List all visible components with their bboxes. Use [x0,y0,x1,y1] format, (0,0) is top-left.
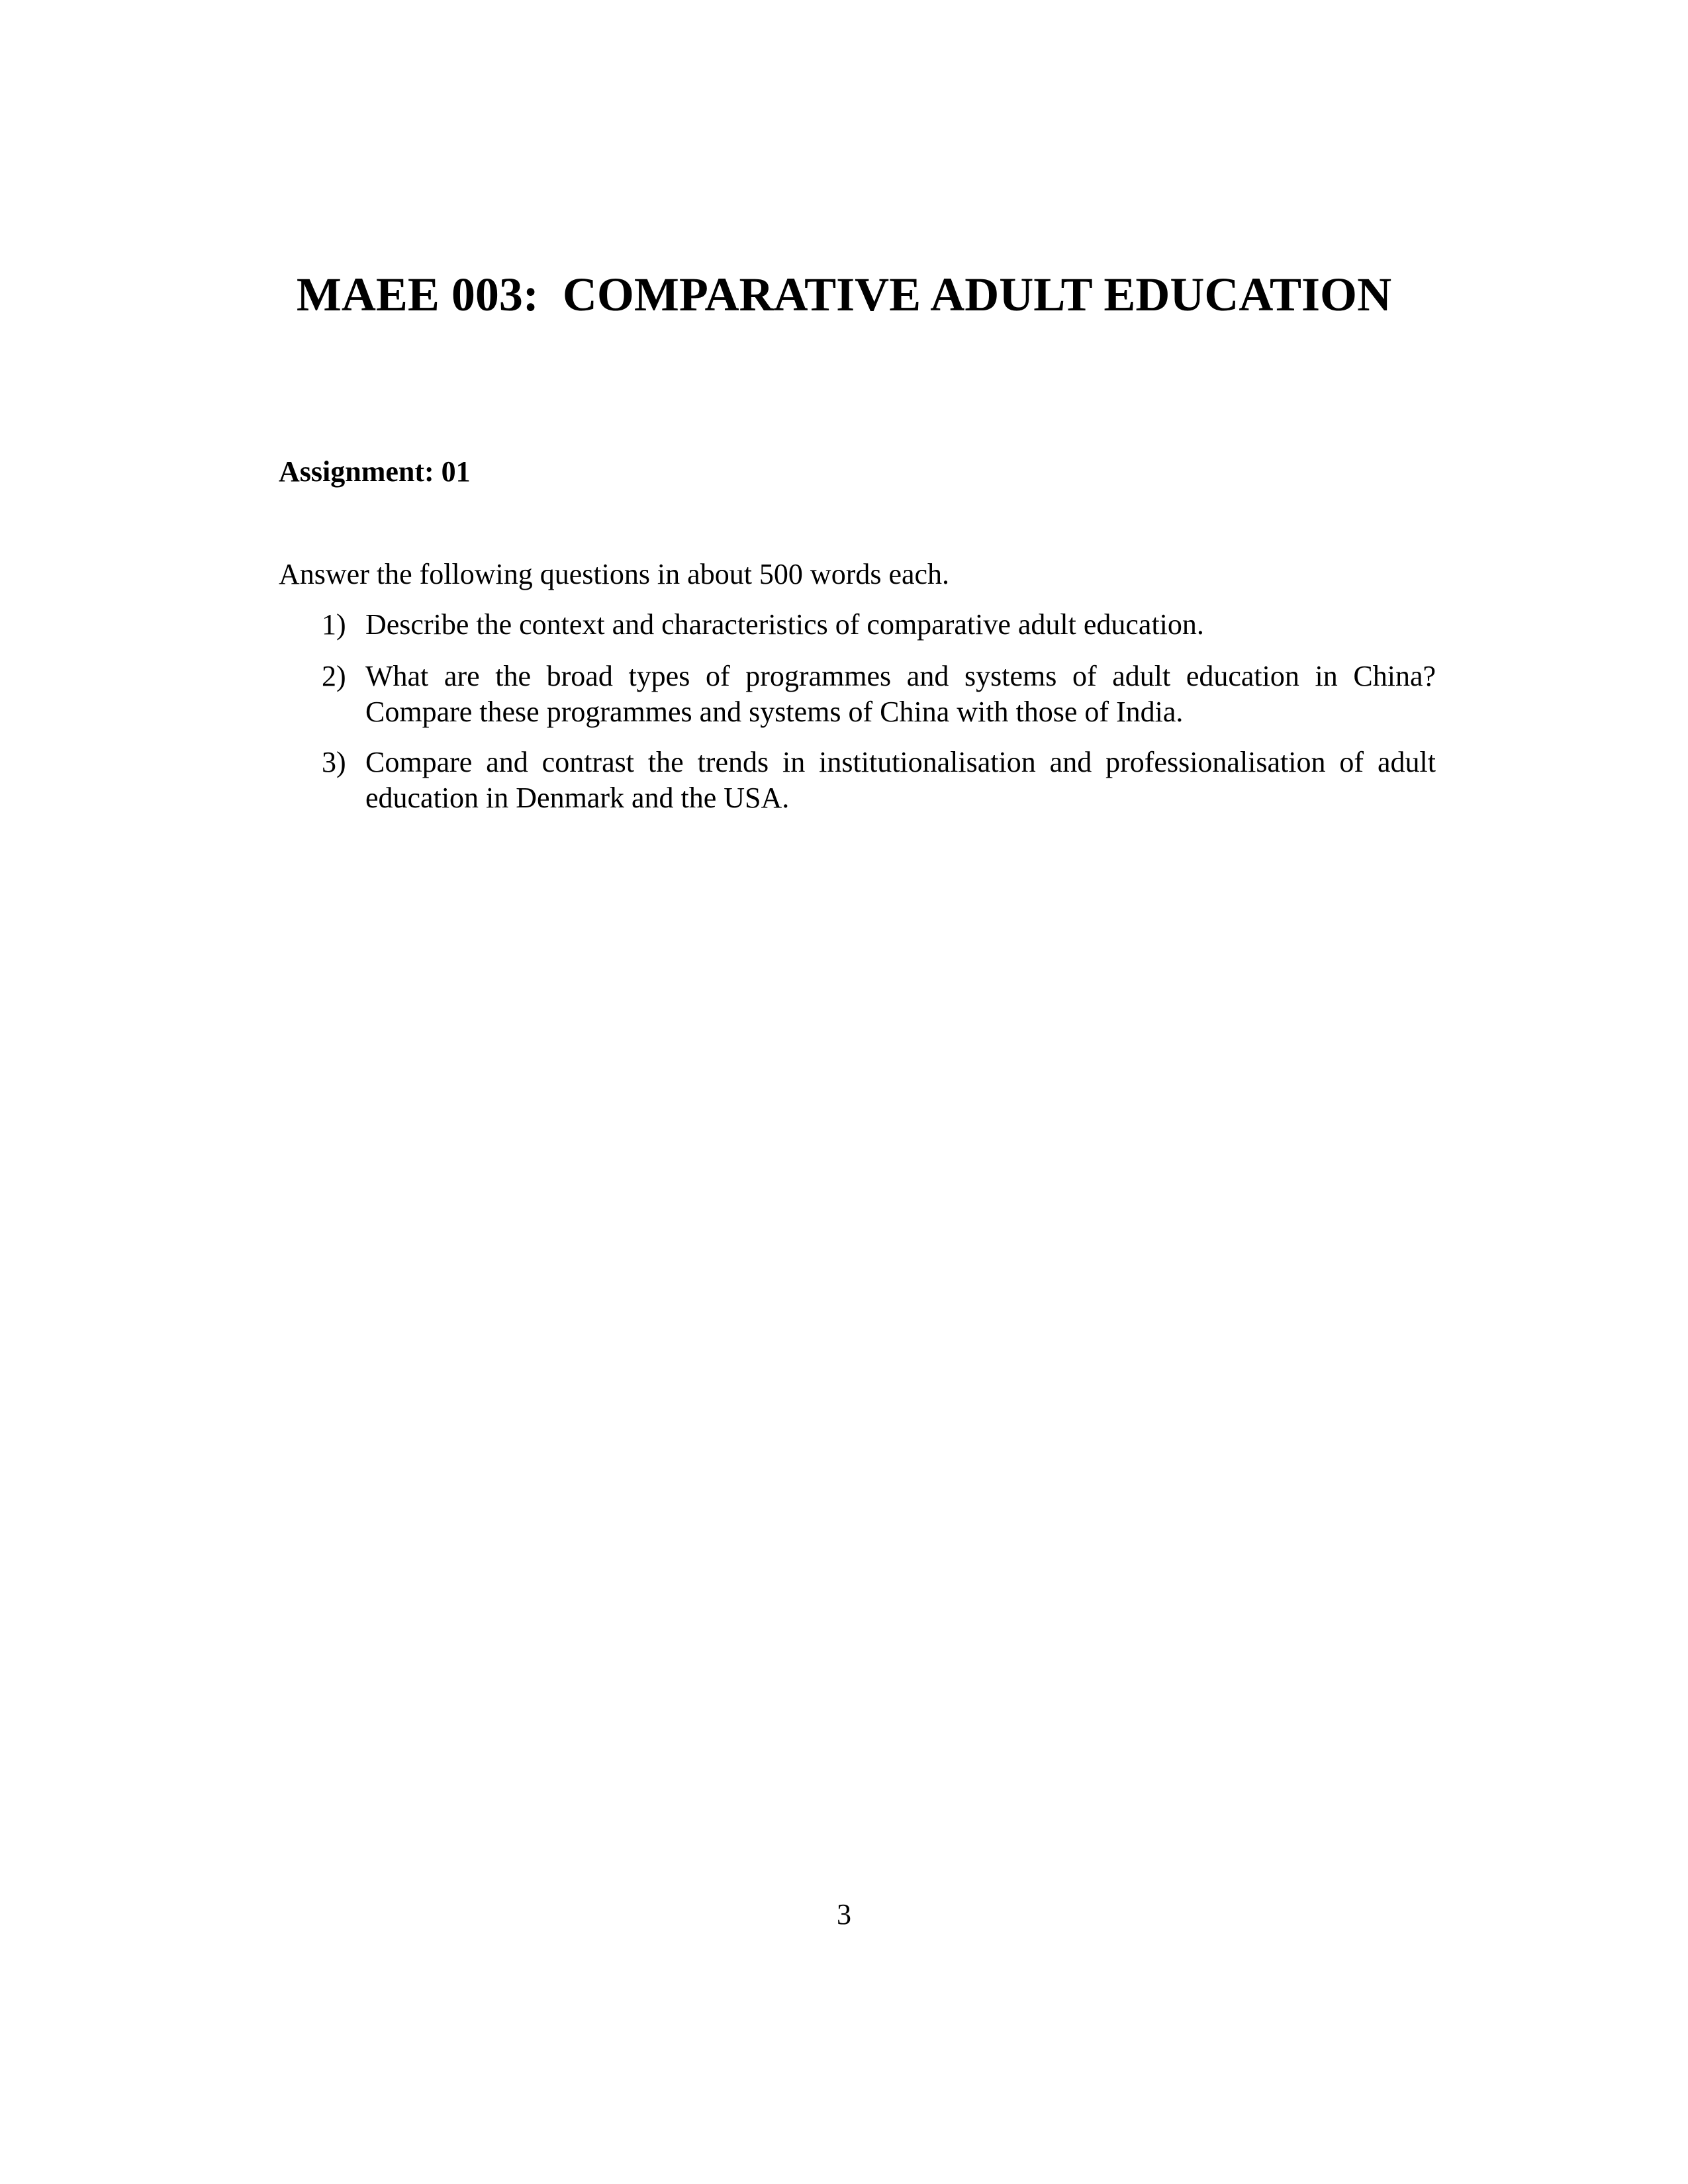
question-text: Compare and contrast the trends in institutionalisation and professionalisation of adult education in Denmark and the USA. [365,746,1436,814]
question-number: 2) [322,660,346,692]
question-item [322,607,1436,643]
document-title: MAEE 003: COMPARATIVE ADULT EDUCATION [296,268,1392,321]
question-text: What are the broad types of programmes and systems of adult education in China? Compare these programmes and systems of China with those of India. [365,660,1436,728]
question-number: 3) [322,746,346,778]
question-item [322,659,1436,730]
instruction-text: Answer the following questions in about 500 words each. [279,558,950,590]
page-number: 3 [837,1898,851,1931]
question-item [322,745,1436,816]
question-text: Describe the context and characteristics of comparative adult education. [365,608,1204,641]
assignment-heading: Assignment: 01 [279,455,471,488]
question-number: 1) [322,608,346,641]
